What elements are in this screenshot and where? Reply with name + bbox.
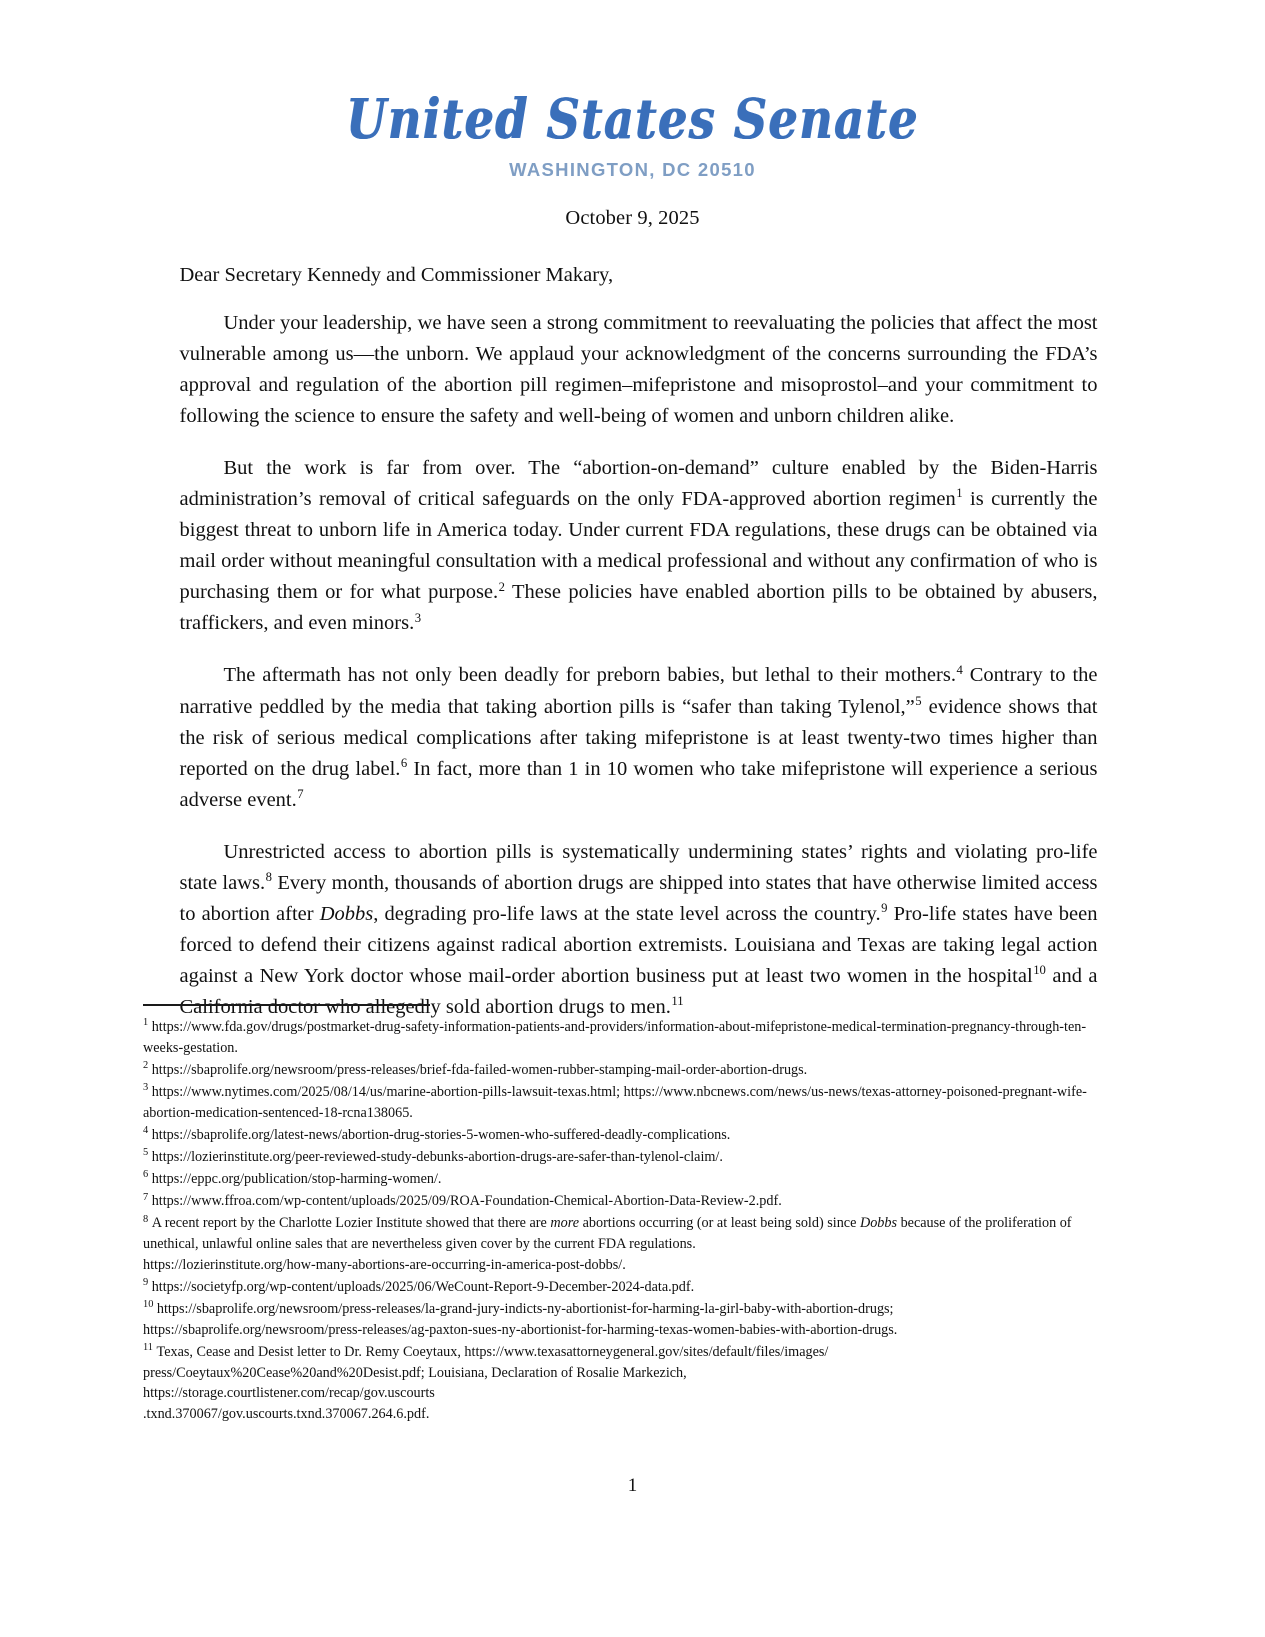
footnote-item: [143, 1082, 1098, 1123]
paragraph-4: [180, 837, 1098, 1023]
footnote-number: 3: [143, 1082, 149, 1094]
letterhead: [0, 0, 1265, 181]
footnote-separator-rule: [143, 1004, 430, 1006]
footnote-text-line2: https://sbaprolife.org/newsroom/press-releases/ag-paxton-sues-ny-abortionist-for-harming-texas-women-babies-with-abortion-drugs.: [143, 1321, 898, 1338]
paragraph-3-text-c: evidence shows that the risk of serious medical complications after taking mifepristone is at least twenty-two times higher than reported on the drug label.: [179, 695, 1098, 780]
footnote-text: https://societyfp.org/wp-content/uploads/2025/06/WeCount-Report-9-December-2024-data.pdf.: [151, 1278, 695, 1295]
footnote-marker-1: 1: [956, 486, 963, 501]
paragraph-3-text-a: The aftermath has not only been deadly for preborn babies, but lethal to their mothers.: [223, 664, 956, 687]
footnote-text: https://sbaprolife.org/newsroom/press-releases/brief-fda-failed-women-rubber-stamping-mail-order-abortion-drugs.: [151, 1061, 808, 1078]
footnote-number: 5: [143, 1147, 149, 1159]
paragraph-3-text-b: Contrary to the narrative peddled by the media that taking abortion pills is “safer than taking Tylenol,”: [179, 664, 1098, 718]
footnote-number: 6: [143, 1169, 149, 1181]
footnote-marker-3: 3: [414, 610, 422, 625]
paragraph-2-text-a: But the work is far from over. The “abortion-on-demand” culture enabled by the Biden-Harris administration’s removal of critical safeguards on the only FDA-approved abortion regimen: [179, 457, 1098, 511]
senate-wordmark: United States Senate: [346, 87, 919, 153]
footnote-item: [143, 1277, 1098, 1298]
paragraph-1: [180, 308, 1098, 432]
footnote-italic-more: more: [550, 1215, 580, 1232]
footnote-item: [143, 1169, 1098, 1190]
footnote-marker-8: 8: [265, 869, 272, 884]
footnote-marker-10: 10: [1033, 963, 1046, 978]
footnote-item: [143, 1060, 1098, 1081]
paragraph-4-text-b: Every month, thousands of abortion drugs are shipped into states that have otherwise limited access to abortion after: [179, 871, 1098, 925]
footnote-text-d: https://lozierinstitute.org/how-many-abortions-are-occurring-in-america-post-dobbs/.: [143, 1256, 626, 1273]
footnote-text: Texas, Cease and Desist letter to Dr. Remy Coeytaux, https://www.texasattorneygeneral.gov/sites/default/files/images/: [156, 1343, 829, 1360]
paragraph-1-text: Under your leadership, we have seen a strong commitment to reevaluating the policies that affect the most vulnerable among us—the unborn. We applaud your acknowledgment of the concerns surrounding the FDA’s approval and regulation of the abortion pill regimen–mifepristone and misoprostol–and your commitment to following the science to ensure the safety and well-being of women and unborn children alike.: [179, 312, 1098, 428]
paragraph-2-text-c: These policies have enabled abortion pills to be obtained by abusers, traffickers, and even minors.: [179, 581, 1098, 635]
letter-body: [168, 264, 1098, 1023]
footnote-text: https://eppc.org/publication/stop-harming-women/.: [151, 1171, 442, 1188]
footnote-text: https://lozierinstitute.org/peer-reviewed-study-debunks-abortion-drugs-are-safer-than-tylenol-claim/.: [151, 1148, 723, 1165]
case-name-dobbs: Dobbs: [319, 902, 374, 925]
salutation: Dear Secretary Kennedy and Commissioner Makary,: [179, 264, 614, 286]
footnote-item: [143, 1125, 1098, 1146]
footnote-number: 11: [143, 1342, 154, 1354]
footnote-text-line3: https://storage.courtlistener.com/recap/gov.uscourts: [143, 1385, 435, 1402]
footnote-text: https://sbaprolife.org/newsroom/press-releases/la-grand-jury-indicts-ny-abortionist-for-harming-la-girl-baby-with-abortion-drugs;: [156, 1301, 894, 1318]
footnote-marker-9: 9: [881, 900, 888, 915]
footnote-text: https://sbaprolife.org/latest-news/abortion-drug-stories-5-women-who-suffered-deadly-complications.: [151, 1126, 731, 1143]
footnote-text-b: abortions occurring (or at least being sold) since: [579, 1215, 860, 1232]
paragraph-3-text-d: In fact, more than 1 in 10 women who take mifepristone will experience a serious adverse event.: [179, 757, 1098, 811]
paragraph-4-text-c: , degrading pro-life laws at the state level across the country.: [373, 902, 881, 925]
footnote-number: 2: [143, 1060, 149, 1072]
footnote-text-a: A recent report by the Charlotte Lozier Institute showed that there are: [151, 1215, 551, 1232]
page-number: 1: [627, 1475, 638, 1496]
footnote-marker-4: 4: [956, 662, 963, 677]
footnote-item: [143, 1191, 1098, 1212]
footnote-number: 10: [143, 1299, 154, 1311]
paragraph-4-text-a: Unrestricted access to abortion pills is systematically undermining states’ rights and violating pro-life state laws.: [179, 840, 1098, 894]
footnote-number: 9: [143, 1277, 149, 1289]
footnote-text-c: because of the proliferation of unethical, unlawful online sales that are nevertheless given cover by the current FDA regulations.: [143, 1215, 1072, 1253]
paragraph-4-text-e: and a California doctor who allegedly sold abortion drugs to men.: [179, 964, 1098, 1018]
paragraph-3: [180, 660, 1098, 815]
letter-date: October 9, 2025: [565, 207, 700, 229]
footnote-marker-11: 11: [671, 994, 684, 1009]
footnote-item: [143, 1147, 1098, 1168]
footnote-item: [143, 1342, 1098, 1425]
footnote-number: 7: [143, 1191, 149, 1203]
footnote-text: https://www.ffroa.com/wp-content/uploads/2025/09/ROA-Foundation-Chemical-Abortion-Data-Review-2.pdf.: [151, 1193, 782, 1210]
footnote-item: [143, 1299, 1098, 1340]
paragraph-2-text-b: is currently the biggest threat to unborn life in America today. Under current FDA regulations, these drugs can be obtained via mail order without meaningful consultation with a medical professional and without any confirmation of who is purchasing them or for what purpose.: [179, 488, 1098, 604]
footnote-marker-2: 2: [498, 579, 506, 594]
paragraph-4-text-d: Pro-life states have been forced to defend their citizens against radical abortion extremists. Louisiana and Texas are taking legal action against a New York doctor whose mail-order abortion business put at least two women in the hospital: [179, 902, 1098, 987]
senate-city-line: WASHINGTON, DC 20510: [509, 159, 756, 180]
footnote-number: 1: [143, 1017, 149, 1029]
footnote-marker-5: 5: [915, 693, 922, 708]
paragraph-2: [180, 453, 1098, 639]
footnote-text: https://www.fda.gov/drugs/postmarket-drug-safety-information-patients-and-providers/information-about-mifepristone-medical-termination-pregnancy-through-ten-weeks-gestation.: [143, 1019, 1087, 1056]
footnote-text: https://www.nytimes.com/2025/08/14/us/marine-abortion-pills-lawsuit-texas.html; https://www.nbcnews.com/news/us-news/texas-attorney-poisoned-pregnant-wife-abortion-medication-sentenced-18-rcna138065.: [143, 1083, 1087, 1121]
footnote-item: [143, 1213, 1098, 1275]
footnote-italic-dobbs: Dobbs: [859, 1215, 898, 1232]
footnote-item: [143, 1017, 1098, 1058]
footnote-marker-7: 7: [297, 786, 304, 801]
footnote-number: 8: [143, 1213, 149, 1225]
footnote-list: [143, 1017, 1098, 1424]
footnote-number: 4: [143, 1125, 149, 1137]
footnote-marker-6: 6: [400, 755, 408, 770]
footnote-text-line4: .txnd.370067/gov.uscourts.txnd.370067.264.6.pdf.: [143, 1405, 430, 1422]
footnote-area: [0, 1004, 1265, 1426]
footnote-text-line2: press/Coeytaux%20Cease%20and%20Desist.pdf; Louisiana, Declaration of Rosalie Markezich,: [143, 1364, 687, 1381]
